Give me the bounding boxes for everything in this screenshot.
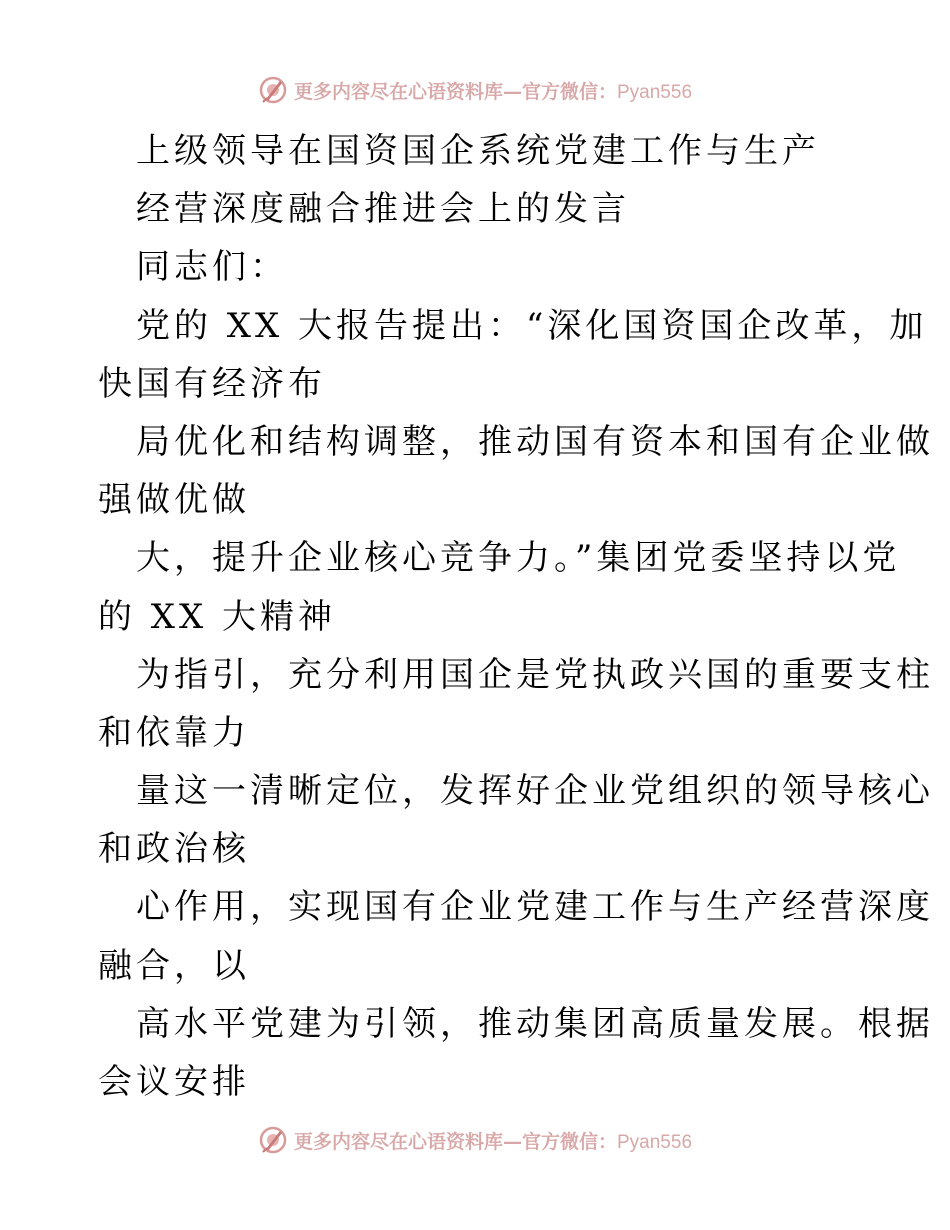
document-title-line-2: 经营深度融合推进会上的发言: [136, 189, 630, 230]
body-line: 和依靠力: [98, 712, 250, 753]
body-line: 融合，以: [98, 945, 250, 986]
header-banner-text: 更多内容尽在心语资料库—官方微信：Pyan556: [293, 80, 693, 103]
body-line: 大，提升企业核心竞争力。”集团党委坚持以党: [136, 538, 901, 579]
body-line: 会议安排: [98, 1062, 250, 1102]
header-watermark-banner: [0, 70, 950, 110]
document-title-line-1: 上级领导在国资国企系统党建工作与生产: [136, 131, 820, 171]
body-line: 党的 XX 大报告提出：“深化国资国企改革，加: [136, 305, 928, 346]
salutation: 同志们：: [136, 247, 288, 288]
body-line: 的 XX 大精神: [98, 596, 337, 637]
footer-banner-text: 更多内容尽在心语资料库—官方微信：Pyan556: [293, 1130, 693, 1153]
header-wechat-id: Pyan556: [617, 81, 693, 103]
body-line: 强做优做: [98, 480, 250, 521]
body-line: 心作用，实现国有企业党建工作与生产经营深度: [136, 887, 934, 928]
body-line: 局优化和结构调整，推动国有资本和国有企业做: [136, 421, 934, 462]
footer-watermark-banner: [0, 1120, 950, 1160]
body-line: 快国有经济布: [98, 363, 326, 404]
body-line: 为指引，充分利用国企是党执政兴国的重要支柱: [136, 654, 934, 695]
body-line: 量这一清晰定位，发挥好企业党组织的领导核心: [136, 771, 934, 812]
footer-wechat-id: Pyan556: [617, 1131, 693, 1153]
body-line: 高水平党建为引领，推动集团高质量发展。根据: [136, 1003, 934, 1044]
quill-pen-circle-icon: [258, 1125, 288, 1155]
quill-pen-circle-icon: [258, 75, 288, 105]
body-paragraph: [98, 297, 934, 1112]
body-line: 和政治核: [98, 829, 250, 870]
document-body: [98, 122, 934, 1111]
